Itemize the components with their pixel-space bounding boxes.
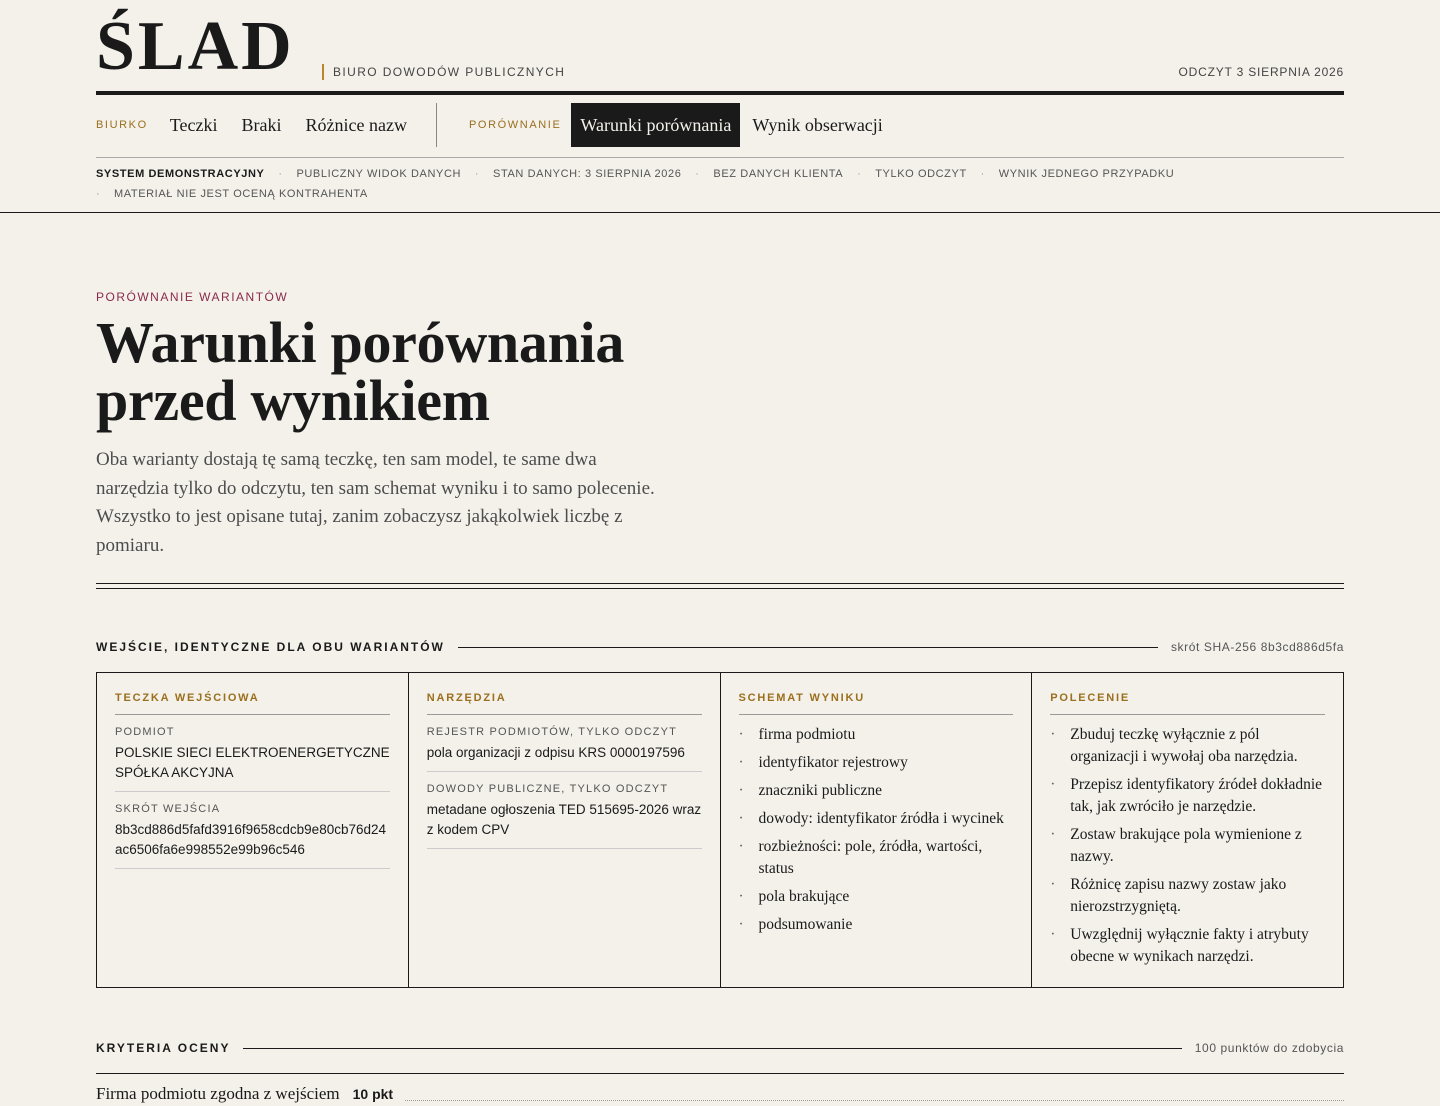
nav-item-roznice-nazw[interactable]: Różnice nazw bbox=[305, 115, 407, 135]
criteria-total: 100 punktów do zdobycia bbox=[1194, 1041, 1344, 1055]
prompt-list bbox=[1050, 724, 1325, 968]
field-value: POLSKIE SIECI ELEKTROENERGETYCZNE SPÓŁKA AKCYJNA bbox=[115, 745, 390, 780]
separator-dot: · bbox=[278, 168, 283, 180]
separator-dot: · bbox=[857, 168, 862, 180]
separator-dot: · bbox=[980, 168, 985, 180]
reading-date: ODCZYT 3 SIERPNIA 2026 bbox=[1178, 65, 1344, 79]
separator-dot: · bbox=[474, 168, 480, 180]
field-registry-tool bbox=[427, 715, 702, 772]
section-kicker: PORÓWNANIE WARIANTÓW bbox=[96, 290, 289, 304]
criteria-leader bbox=[405, 1088, 1344, 1101]
criteria-rule bbox=[96, 1073, 1344, 1074]
status-disclaimer: MATERIAŁ NIE JEST OCENĄ KONTRAHENTA bbox=[114, 188, 368, 200]
tools-heading: NARZĘDZIA bbox=[427, 692, 702, 715]
field-evidence-tool bbox=[427, 772, 702, 849]
nav-item-braki[interactable]: Braki bbox=[241, 115, 282, 135]
input-section-title: WEJŚCIE, IDENTYCZNE DLA OBU WARIANTÓW bbox=[96, 640, 445, 654]
nav-item-teczki[interactable]: Teczki bbox=[169, 115, 218, 135]
heading-rule bbox=[243, 1048, 1181, 1049]
status-strip bbox=[96, 164, 1344, 204]
criteria-row bbox=[96, 1082, 1344, 1106]
list-item: · pola brakujące bbox=[739, 886, 1014, 908]
separator-dot: · bbox=[96, 188, 101, 200]
field-value: pola organizacji z odpisu KRS 0000197596 bbox=[426, 745, 685, 760]
list-item: · Zostaw brakujące pola wymienione z nazwy. bbox=[1050, 824, 1325, 868]
nav-group-comparison bbox=[469, 103, 895, 147]
status-public-view: PUBLICZNY WIDOK DANYCH bbox=[296, 168, 462, 180]
nav-rule bbox=[96, 157, 1344, 158]
list-item: · identyfikator rejestrowy bbox=[739, 752, 1014, 774]
list-item: · rozbieżności: pole, źródła, wartości, status bbox=[739, 836, 1014, 880]
status-system: SYSTEM DEMONSTRACYJNY bbox=[96, 168, 265, 180]
prompt-column bbox=[1031, 673, 1343, 987]
heading-rule bbox=[458, 647, 1158, 648]
criteria-name: Firma podmiotu zgodna z wejściem bbox=[96, 1084, 340, 1103]
field-label: DOWODY PUBLICZNE, TYLKO ODCZYT bbox=[426, 783, 669, 795]
field-subject bbox=[115, 715, 390, 792]
list-item: · firma podmiotu bbox=[739, 724, 1014, 746]
field-input-hash bbox=[115, 792, 390, 869]
list-item: · Różnicę zapisu nazwy zostaw jako nierozstrzygniętą. bbox=[1050, 874, 1325, 918]
field-label: PODMIOT bbox=[115, 726, 175, 738]
list-item: · Uwzględnij wyłącznie fakty i atrybuty obecne w wynikach narzędzi. bbox=[1050, 924, 1325, 968]
folder-column bbox=[97, 673, 408, 987]
input-section-heading bbox=[96, 638, 1344, 656]
folder-heading: TECZKA WEJŚCIOWA bbox=[115, 692, 390, 715]
status-rule bbox=[0, 212, 1440, 213]
criteria-points: 10 pkt bbox=[352, 1086, 394, 1102]
field-label: SKRÓT WEJŚCIA bbox=[115, 803, 221, 815]
schema-heading: SCHEMAT WYNIKU bbox=[739, 692, 1014, 715]
nav-divider bbox=[436, 103, 437, 147]
page-title-line2: przed wynikiem bbox=[96, 368, 490, 433]
page-title-line1: Warunki porównania bbox=[96, 310, 625, 375]
nav-item-warunki-porownania[interactable]: Warunki porównania bbox=[571, 103, 740, 147]
nav-group-desk bbox=[96, 103, 419, 147]
list-item: · podsumowanie bbox=[739, 914, 1014, 936]
input-grid bbox=[96, 672, 1344, 988]
status-read-only: TYLKO ODCZYT bbox=[875, 168, 967, 180]
header-rule bbox=[96, 91, 1344, 95]
main-nav bbox=[96, 103, 1344, 147]
list-item: · Zbuduj teczkę wyłącznie z pól organizacji i wywołaj oba narzędzia. bbox=[1050, 724, 1325, 768]
schema-list bbox=[739, 724, 1014, 936]
list-item: · znaczniki publiczne bbox=[739, 780, 1014, 802]
field-label: REJESTR PODMIOTÓW, TYLKO ODCZYT bbox=[426, 726, 678, 738]
nav-group-label-comparison: PORÓWNANIE bbox=[469, 119, 562, 131]
tools-column bbox=[408, 673, 720, 987]
prompt-heading: POLECENIE bbox=[1050, 692, 1325, 715]
status-single-case: WYNIK JEDNEGO PRZYPADKU bbox=[998, 168, 1175, 180]
status-no-client-data: BEZ DANYCH KLIENTA bbox=[713, 168, 844, 180]
field-value: metadane ogłoszenia TED 515695-2026 wraz z kodem CPV bbox=[426, 802, 702, 837]
status-data-date: STAN DANYCH: 3 SIERPNIA 2026 bbox=[493, 168, 682, 180]
hero-double-rule bbox=[96, 583, 1344, 589]
criteria-section-heading bbox=[96, 1039, 1344, 1057]
page-title bbox=[96, 310, 796, 433]
criteria-title: KRYTERIA OCENY bbox=[96, 1041, 231, 1055]
bureau-tagline: BIURO DOWODÓW PUBLICZNYCH bbox=[322, 64, 565, 80]
nav-group-label-desk: BIURKO bbox=[96, 119, 148, 131]
input-hash: skrót SHA-256 8b3cd886d5fa bbox=[1170, 640, 1344, 654]
nav-item-wynik-obserwacji[interactable]: Wynik obserwacji bbox=[752, 115, 883, 135]
page-lead: Oba warianty dostają tę samą teczkę, ten sam model, te same dwa narzędzia tylko do odczytu, ten sam schemat wyniku i to samo polecenie. Wszystko to jest opisane tutaj, zanim zobaczysz jakąkolwiek liczbę z pomiaru. bbox=[96, 449, 655, 556]
schema-column bbox=[720, 673, 1032, 987]
field-value: 8b3cd886d5fafd3916f9658cdcb9e80cb76d24ac6506fa6e998552e99b96c546 bbox=[115, 822, 387, 857]
site-header bbox=[96, 0, 1344, 95]
list-item: · Przepisz identyfikatory źródeł dokładnie tak, jak zwróciło je narzędzie. bbox=[1050, 774, 1325, 818]
separator-dot: · bbox=[695, 168, 700, 180]
logo[interactable]: ŚLAD bbox=[96, 8, 295, 85]
list-item: · dowody: identyfikator źródła i wycinek bbox=[739, 808, 1014, 830]
